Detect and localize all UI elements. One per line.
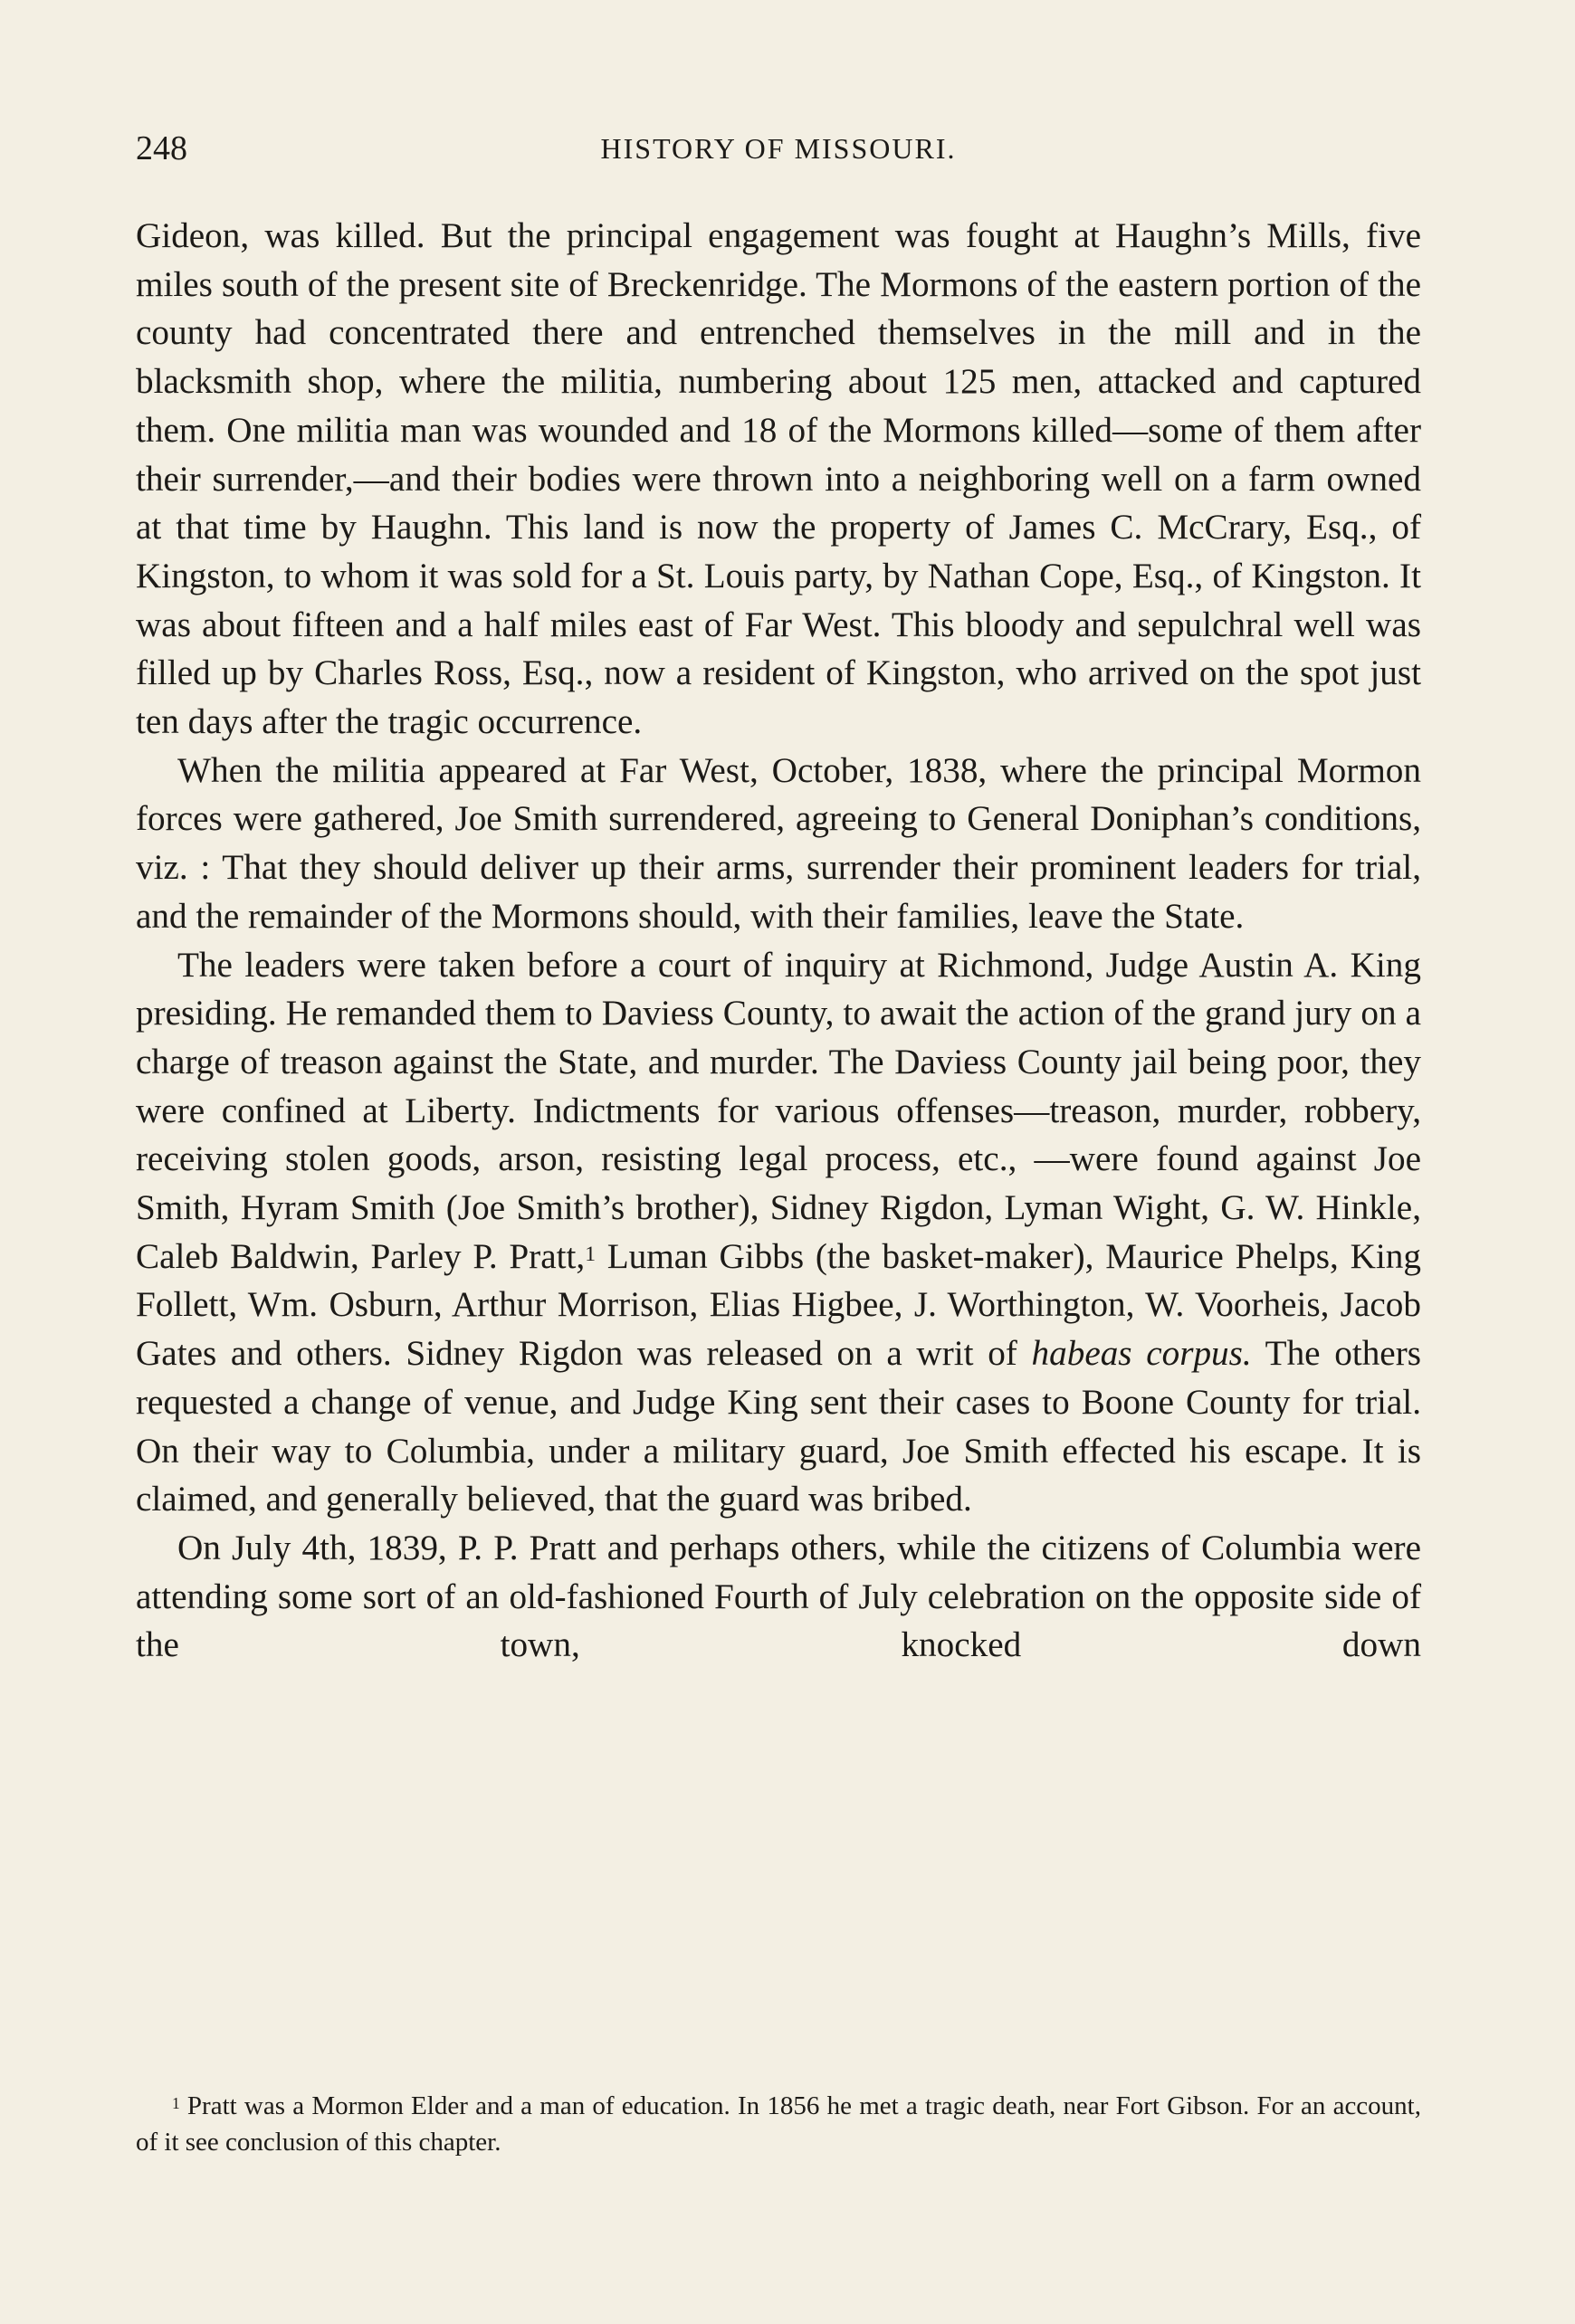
- italic-term: habeas corpus.: [1031, 1334, 1252, 1374]
- paragraph-text: Luman Gibbs (the basket-maker), Maurice Phelps, King Follett, Wm. Osburn, Arthur Morrison, Elias Higbee, J. Worthington, W. Voorheis, Jacob Gates and others. Sidney Rigdon was released on a writ of: [136, 1236, 1421, 1374]
- running-head: HISTORY OF MISSOURI.: [600, 132, 957, 165]
- footnote-marker: 1: [172, 2093, 180, 2112]
- paragraph: When the militia appeared at Far West, October, 1838, where the principal Mormon forces were gathered, Joe Smith surrendered, agreeing to General Doniphan’s conditions, viz. : That they should deliver up their arms, surrender their prominent leaders for trial, and the remainder of the Mormons should, with their families, leave the State.: [136, 750, 1421, 936]
- page-number: 248: [136, 129, 187, 167]
- body-text: [136, 212, 1421, 1670]
- page-header: [136, 129, 1421, 174]
- footnote-text: [136, 2088, 1421, 2160]
- paragraph: [136, 941, 1421, 1524]
- footnote-body: Pratt was a Mormon Elder and a man of education. In 1856 he met a tragic death, near Fort Gibson. For an account, of it see conclusion of this chapter.: [136, 2091, 1421, 2157]
- paragraph-text: The leaders were taken before a court of inquiry at Richmond, Judge Austin A. King presiding. He remanded them to Daviess County, to await the action of the grand jury on a charge of treason against the State, and murder. The Daviess County jail being poor, they were confined at Liberty. Indictments for various offenses—treason, murder, robbery, receiving stolen goods, arson, resisting legal process, etc., —were found against Joe Smith, Hyram Smith (Joe Smith’s brother), Sidney Rigdon, Lyman Wight, G. W. Hinkle, Caleb Baldwin, Parley P. Pratt,: [136, 945, 1421, 1276]
- paragraph-text: The others requested a change of venue, and Judge King sent their cases to Boone County for trial. On their way to Columbia, under a military guard, Joe Smith effected his escape. It is claimed, and generally believed, that the guard was bribed.: [136, 1334, 1421, 1519]
- paragraph: On July 4th, 1839, P. P. Pratt and perhaps others, while the citizens of Columbia were attending some sort of an old-fashioned Fourth of July celebration on the opposite side of the town, knocked down: [136, 1528, 1421, 1665]
- paragraph: Gideon, was killed. But the principal engagement was fought at Haughn’s Mills, five miles south of the present site of Breckenridge. The Mormons of the eastern portion of the county had concentrated there and entrenched themselves in the mill and in the blacksmith shop, where the militia, numbering about 125 men, attacked and captured them. One militia man was wounded and 18 of the Mormons killed—some of them after their surrender,—and their bodies were thrown into a neighboring well on a farm owned at that time by Haughn. This land is now the property of James C. McCrary, Esq., of Kingston, to whom it was sold for a St. Louis party, by Nathan Cope, Esq., of Kingston. It was about fifteen and a half miles east of Far West. This bloody and sepulchral well was filled up by Charles Ross, Esq., now a resident of Kingston, who arrived on the spot just ten days after the tragic occurrence.: [136, 216, 1421, 742]
- footnote: [136, 2088, 1421, 2160]
- footnote-reference: 1: [585, 1242, 596, 1266]
